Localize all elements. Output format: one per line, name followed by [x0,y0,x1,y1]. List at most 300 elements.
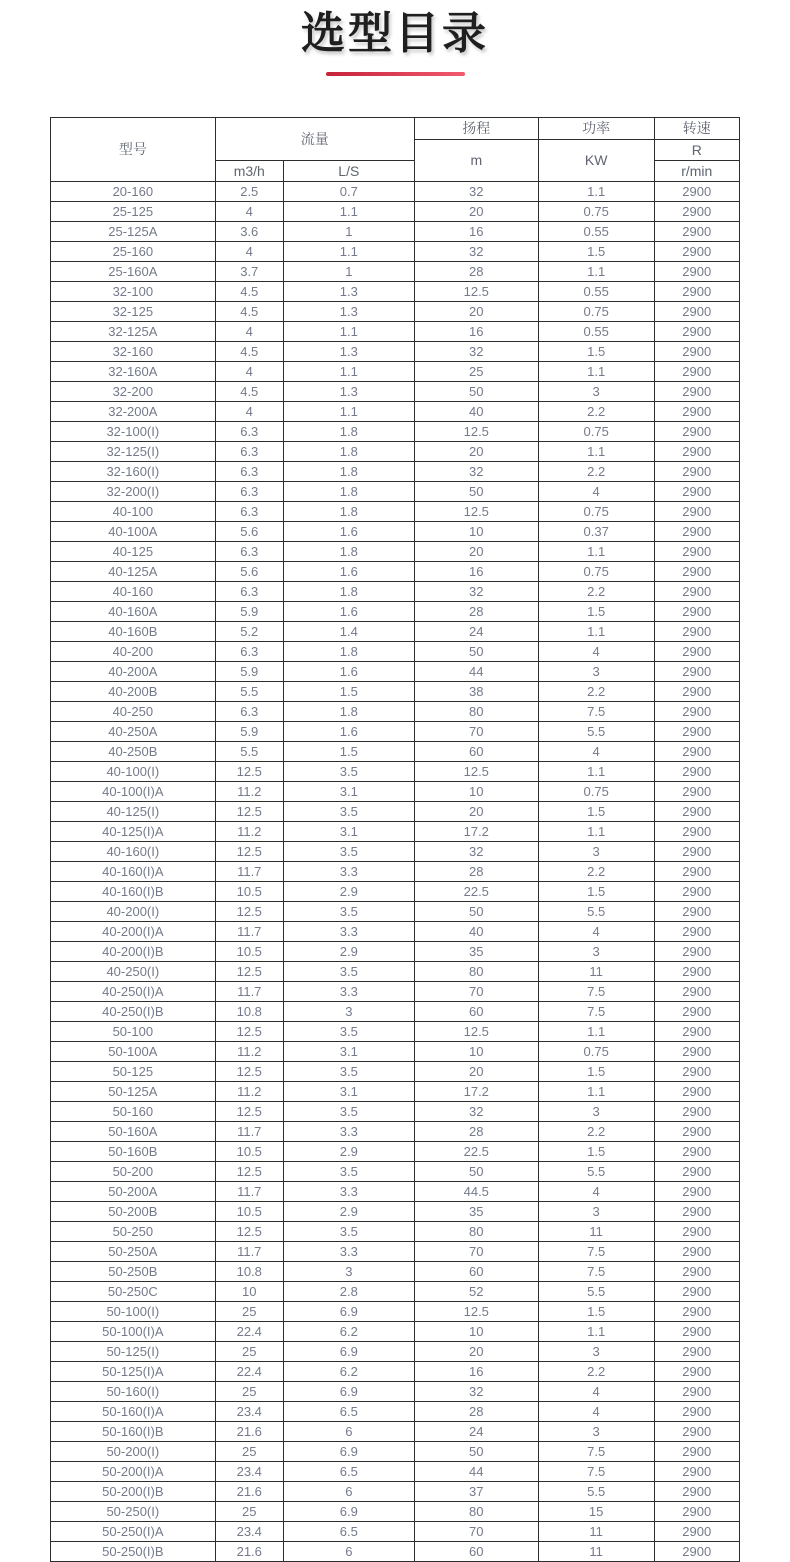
value-cell: 5.5 [538,721,654,741]
value-cell: 20 [414,541,538,561]
value-cell: 2900 [654,521,739,541]
value-cell: 4 [538,921,654,941]
value-cell: 2900 [654,561,739,581]
value-cell: 6.9 [283,1381,414,1401]
model-cell: 50-250(I)B [51,1541,216,1561]
value-cell: 10.5 [215,1201,283,1221]
value-cell: 12.5 [215,901,283,921]
model-cell: 50-200B [51,1201,216,1221]
value-cell: 21.6 [215,1421,283,1441]
value-cell: 37 [414,1481,538,1501]
value-cell: 10.5 [215,1141,283,1161]
value-cell: 22.4 [215,1361,283,1381]
model-cell: 25-125 [51,201,216,221]
value-cell: 2900 [654,1121,739,1141]
value-cell: 70 [414,1241,538,1261]
value-cell: 1.8 [283,541,414,561]
value-cell: 6.5 [283,1521,414,1541]
value-cell: 5.5 [538,1281,654,1301]
value-cell: 44 [414,661,538,681]
value-cell: 50 [414,481,538,501]
value-cell: 70 [414,1521,538,1541]
model-cell: 50-100(I)A [51,1321,216,1341]
value-cell: 3 [283,1001,414,1021]
value-cell: 11 [538,961,654,981]
model-cell: 40-160(I)A [51,861,216,881]
table-row [51,201,740,221]
value-cell: 2900 [654,981,739,1001]
value-cell: 32 [414,241,538,261]
value-cell: 6.5 [283,1461,414,1481]
value-cell: 3 [538,661,654,681]
value-cell: 3 [538,381,654,401]
table-row [51,1261,740,1281]
table-row [51,1121,740,1141]
value-cell: 2900 [654,781,739,801]
table-row [51,1221,740,1241]
value-cell: 32 [414,581,538,601]
value-cell: 3.3 [283,861,414,881]
model-cell: 40-100 [51,501,216,521]
value-cell: 1 [283,221,414,241]
value-cell: 11.2 [215,1041,283,1061]
value-cell: 2900 [654,501,739,521]
header-row-1 [51,117,740,139]
value-cell: 2900 [654,1001,739,1021]
value-cell: 2900 [654,481,739,501]
value-cell: 1.3 [283,341,414,361]
value-cell: 4 [538,1381,654,1401]
value-cell: 32 [414,341,538,361]
value-cell: 21.6 [215,1481,283,1501]
table-row [51,381,740,401]
value-cell: 1.1 [538,1081,654,1101]
value-cell: 1.5 [538,601,654,621]
table-row [51,361,740,381]
value-cell: 7.5 [538,1461,654,1481]
value-cell: 10.5 [215,941,283,961]
value-cell: 5.5 [215,681,283,701]
model-cell: 50-200 [51,1161,216,1181]
table-row [51,241,740,261]
model-cell: 32-160(I) [51,461,216,481]
value-cell: 0.75 [538,421,654,441]
model-cell: 50-200(I) [51,1441,216,1461]
value-cell: 11.7 [215,861,283,881]
value-cell: 0.75 [538,1041,654,1061]
col-header-flow: 流量 [215,117,414,160]
value-cell: 6 [283,1541,414,1561]
value-cell: 6.3 [215,461,283,481]
value-cell: 4.5 [215,381,283,401]
table-row [51,1141,740,1161]
value-cell: 10.8 [215,1001,283,1021]
value-cell: 50 [414,641,538,661]
model-cell: 50-125(I) [51,1341,216,1361]
model-cell: 32-100(I) [51,421,216,441]
model-cell: 40-160(I)B [51,881,216,901]
value-cell: 2900 [654,321,739,341]
table-row [51,1541,740,1561]
table-row [51,1401,740,1421]
model-cell: 32-200(I) [51,481,216,501]
value-cell: 2900 [654,1421,739,1441]
value-cell: 6 [283,1421,414,1441]
page-header [0,0,790,76]
value-cell: 4 [538,741,654,761]
value-cell: 6.2 [283,1361,414,1381]
table-row [51,921,740,941]
table-row [51,1021,740,1041]
value-cell: 50 [414,1161,538,1181]
table-row [51,1081,740,1101]
model-cell: 50-160B [51,1141,216,1161]
value-cell: 3.1 [283,1041,414,1061]
value-cell: 7.5 [538,701,654,721]
value-cell: 3.5 [283,1221,414,1241]
value-cell: 25 [215,1441,283,1461]
model-cell: 25-160 [51,241,216,261]
value-cell: 2900 [654,861,739,881]
model-cell: 50-200A [51,1181,216,1201]
table-row [51,681,740,701]
model-cell: 50-200(I)B [51,1481,216,1501]
unit-speed-r: R [654,139,739,160]
value-cell: 4 [215,321,283,341]
value-cell: 17.2 [414,821,538,841]
model-cell: 40-160(I) [51,841,216,861]
table-row [51,1001,740,1021]
value-cell: 11.2 [215,821,283,841]
model-cell: 25-160A [51,261,216,281]
model-cell: 40-250(I)B [51,1001,216,1021]
table-row [51,561,740,581]
value-cell: 3.5 [283,1021,414,1041]
value-cell: 60 [414,1261,538,1281]
value-cell: 3.3 [283,1181,414,1201]
value-cell: 0.75 [538,501,654,521]
table-row [51,1481,740,1501]
value-cell: 1.3 [283,281,414,301]
value-cell: 2900 [654,1201,739,1221]
model-cell: 40-100(I)A [51,781,216,801]
table-row [51,181,740,201]
value-cell: 2900 [654,801,739,821]
value-cell: 52 [414,1281,538,1301]
value-cell: 2900 [654,181,739,201]
value-cell: 3.5 [283,1061,414,1081]
value-cell: 4 [538,1181,654,1201]
value-cell: 11.7 [215,1121,283,1141]
value-cell: 12.5 [215,761,283,781]
value-cell: 1.8 [283,501,414,521]
value-cell: 32 [414,461,538,481]
model-cell: 50-100A [51,1041,216,1061]
table-row [51,741,740,761]
table-row [51,1241,740,1261]
table-row [51,661,740,681]
value-cell: 5.9 [215,721,283,741]
value-cell: 3 [538,1341,654,1361]
value-cell: 1.1 [538,761,654,781]
value-cell: 1.4 [283,621,414,641]
value-cell: 0.75 [538,781,654,801]
table-row [51,701,740,721]
value-cell: 6.3 [215,701,283,721]
value-cell: 2900 [654,961,739,981]
value-cell: 1.5 [538,881,654,901]
table-row [51,641,740,661]
value-cell: 70 [414,721,538,741]
value-cell: 80 [414,961,538,981]
value-cell: 2900 [654,681,739,701]
value-cell: 11 [538,1221,654,1241]
value-cell: 1.6 [283,561,414,581]
model-cell: 32-200A [51,401,216,421]
value-cell: 11.7 [215,1241,283,1261]
title-underline [326,72,465,76]
value-cell: 23.4 [215,1401,283,1421]
value-cell: 4 [538,641,654,661]
value-cell: 3.5 [283,961,414,981]
value-cell: 10 [414,521,538,541]
value-cell: 2900 [654,541,739,561]
value-cell: 3.3 [283,981,414,1001]
model-cell: 32-200 [51,381,216,401]
value-cell: 2900 [654,341,739,361]
model-cell: 40-200(I)B [51,941,216,961]
model-cell: 25-125A [51,221,216,241]
value-cell: 6.3 [215,581,283,601]
model-cell: 50-200(I)A [51,1461,216,1481]
model-cell: 40-125(I) [51,801,216,821]
value-cell: 2900 [654,1101,739,1121]
value-cell: 2900 [654,1021,739,1041]
value-cell: 1.1 [538,541,654,561]
table-row [51,501,740,521]
value-cell: 50 [414,381,538,401]
col-header-head: 扬程 [414,117,538,139]
value-cell: 2900 [654,241,739,261]
value-cell: 25 [215,1501,283,1521]
value-cell: 35 [414,1201,538,1221]
value-cell: 24 [414,1421,538,1441]
table-row [51,1281,740,1301]
model-cell: 40-200 [51,641,216,661]
model-cell: 50-160 [51,1101,216,1121]
value-cell: 3 [538,1101,654,1121]
table-row [51,581,740,601]
value-cell: 12.5 [215,1161,283,1181]
model-cell: 40-125A [51,561,216,581]
value-cell: 1.5 [283,741,414,761]
value-cell: 16 [414,321,538,341]
value-cell: 2.2 [538,461,654,481]
value-cell: 2.8 [283,1281,414,1301]
table-row [51,281,740,301]
value-cell: 4.5 [215,301,283,321]
value-cell: 11.7 [215,1181,283,1201]
value-cell: 1.1 [538,181,654,201]
value-cell: 22.5 [414,1141,538,1161]
value-cell: 1.1 [538,1321,654,1341]
value-cell: 25 [414,361,538,381]
value-cell: 25 [215,1381,283,1401]
value-cell: 7.5 [538,1001,654,1021]
value-cell: 1.6 [283,661,414,681]
value-cell: 4 [215,401,283,421]
value-cell: 2900 [654,1341,739,1361]
value-cell: 2900 [654,221,739,241]
value-cell: 12.5 [414,1021,538,1041]
model-cell: 40-250(I)A [51,981,216,1001]
value-cell: 12.5 [215,801,283,821]
value-cell: 10.5 [215,881,283,901]
value-cell: 2900 [654,1261,739,1281]
value-cell: 2900 [654,461,739,481]
value-cell: 0.55 [538,281,654,301]
value-cell: 28 [414,261,538,281]
value-cell: 2900 [654,1281,739,1301]
value-cell: 2900 [654,881,739,901]
value-cell: 2900 [654,1241,739,1261]
value-cell: 1 [283,261,414,281]
value-cell: 1.1 [283,401,414,421]
value-cell: 2900 [654,1441,739,1461]
value-cell: 12.5 [414,761,538,781]
value-cell: 1.5 [538,801,654,821]
value-cell: 10 [414,1041,538,1061]
value-cell: 1.6 [283,721,414,741]
value-cell: 2900 [654,661,739,681]
value-cell: 2900 [654,381,739,401]
value-cell: 5.5 [538,901,654,921]
value-cell: 11.7 [215,921,283,941]
table-row [51,341,740,361]
value-cell: 6.3 [215,421,283,441]
value-cell: 10 [414,781,538,801]
value-cell: 70 [414,981,538,1001]
value-cell: 6.3 [215,481,283,501]
value-cell: 3.5 [283,1161,414,1181]
value-cell: 2.2 [538,581,654,601]
col-header-power: 功率 [538,117,654,139]
value-cell: 25 [215,1301,283,1321]
value-cell: 3.5 [283,801,414,821]
value-cell: 2.9 [283,1201,414,1221]
value-cell: 2900 [654,1221,739,1241]
value-cell: 1.6 [283,601,414,621]
value-cell: 2900 [654,261,739,281]
table-row [51,401,740,421]
model-cell: 50-160(I)A [51,1401,216,1421]
value-cell: 23.4 [215,1461,283,1481]
value-cell: 3.5 [283,1101,414,1121]
table-row [51,1181,740,1201]
model-cell: 50-160(I) [51,1381,216,1401]
value-cell: 6.3 [215,441,283,461]
value-cell: 1.3 [283,381,414,401]
value-cell: 32 [414,181,538,201]
value-cell: 12.5 [414,1301,538,1321]
value-cell: 2900 [654,1161,739,1181]
model-cell: 32-125 [51,301,216,321]
value-cell: 2900 [654,361,739,381]
value-cell: 2900 [654,1061,739,1081]
value-cell: 1.3 [283,301,414,321]
value-cell: 50 [414,901,538,921]
value-cell: 2.2 [538,681,654,701]
value-cell: 1.5 [538,1061,654,1081]
value-cell: 3.5 [283,841,414,861]
model-cell: 50-160(I)B [51,1421,216,1441]
value-cell: 16 [414,221,538,241]
value-cell: 28 [414,1121,538,1141]
table-row [51,1461,740,1481]
table-row [51,461,740,481]
model-cell: 40-200(I) [51,901,216,921]
model-cell: 50-250C [51,1281,216,1301]
table-header [51,117,740,181]
table-row [51,1421,740,1441]
model-cell: 40-250A [51,721,216,741]
value-cell: 20 [414,1061,538,1081]
table-row [51,781,740,801]
value-cell: 1.8 [283,641,414,661]
value-cell: 32 [414,841,538,861]
value-cell: 2900 [654,1541,739,1561]
table-row [51,821,740,841]
value-cell: 2900 [654,761,739,781]
value-cell: 2900 [654,841,739,861]
value-cell: 1.8 [283,481,414,501]
value-cell: 20 [414,201,538,221]
table-row [51,1161,740,1181]
value-cell: 1.8 [283,581,414,601]
value-cell: 28 [414,861,538,881]
value-cell: 44 [414,1461,538,1481]
value-cell: 10 [215,1281,283,1301]
value-cell: 2900 [654,1521,739,1541]
table-row [51,721,740,741]
value-cell: 38 [414,681,538,701]
value-cell: 0.75 [538,201,654,221]
table-row [51,301,740,321]
table-row [51,1201,740,1221]
model-cell: 50-100 [51,1021,216,1041]
value-cell: 3.5 [283,761,414,781]
table-row [51,901,740,921]
value-cell: 6.3 [215,541,283,561]
value-cell: 1.8 [283,441,414,461]
value-cell: 3.3 [283,1241,414,1261]
value-cell: 0.75 [538,301,654,321]
value-cell: 6.9 [283,1441,414,1461]
table-row [51,261,740,281]
value-cell: 12.5 [215,1061,283,1081]
model-cell: 40-250B [51,741,216,761]
model-cell: 32-160 [51,341,216,361]
value-cell: 1.1 [283,201,414,221]
value-cell: 4 [538,481,654,501]
value-cell: 5.6 [215,521,283,541]
value-cell: 11.7 [215,981,283,1001]
value-cell: 1.1 [283,321,414,341]
value-cell: 5.5 [215,741,283,761]
value-cell: 10.8 [215,1261,283,1281]
value-cell: 3.7 [215,261,283,281]
value-cell: 5.9 [215,661,283,681]
